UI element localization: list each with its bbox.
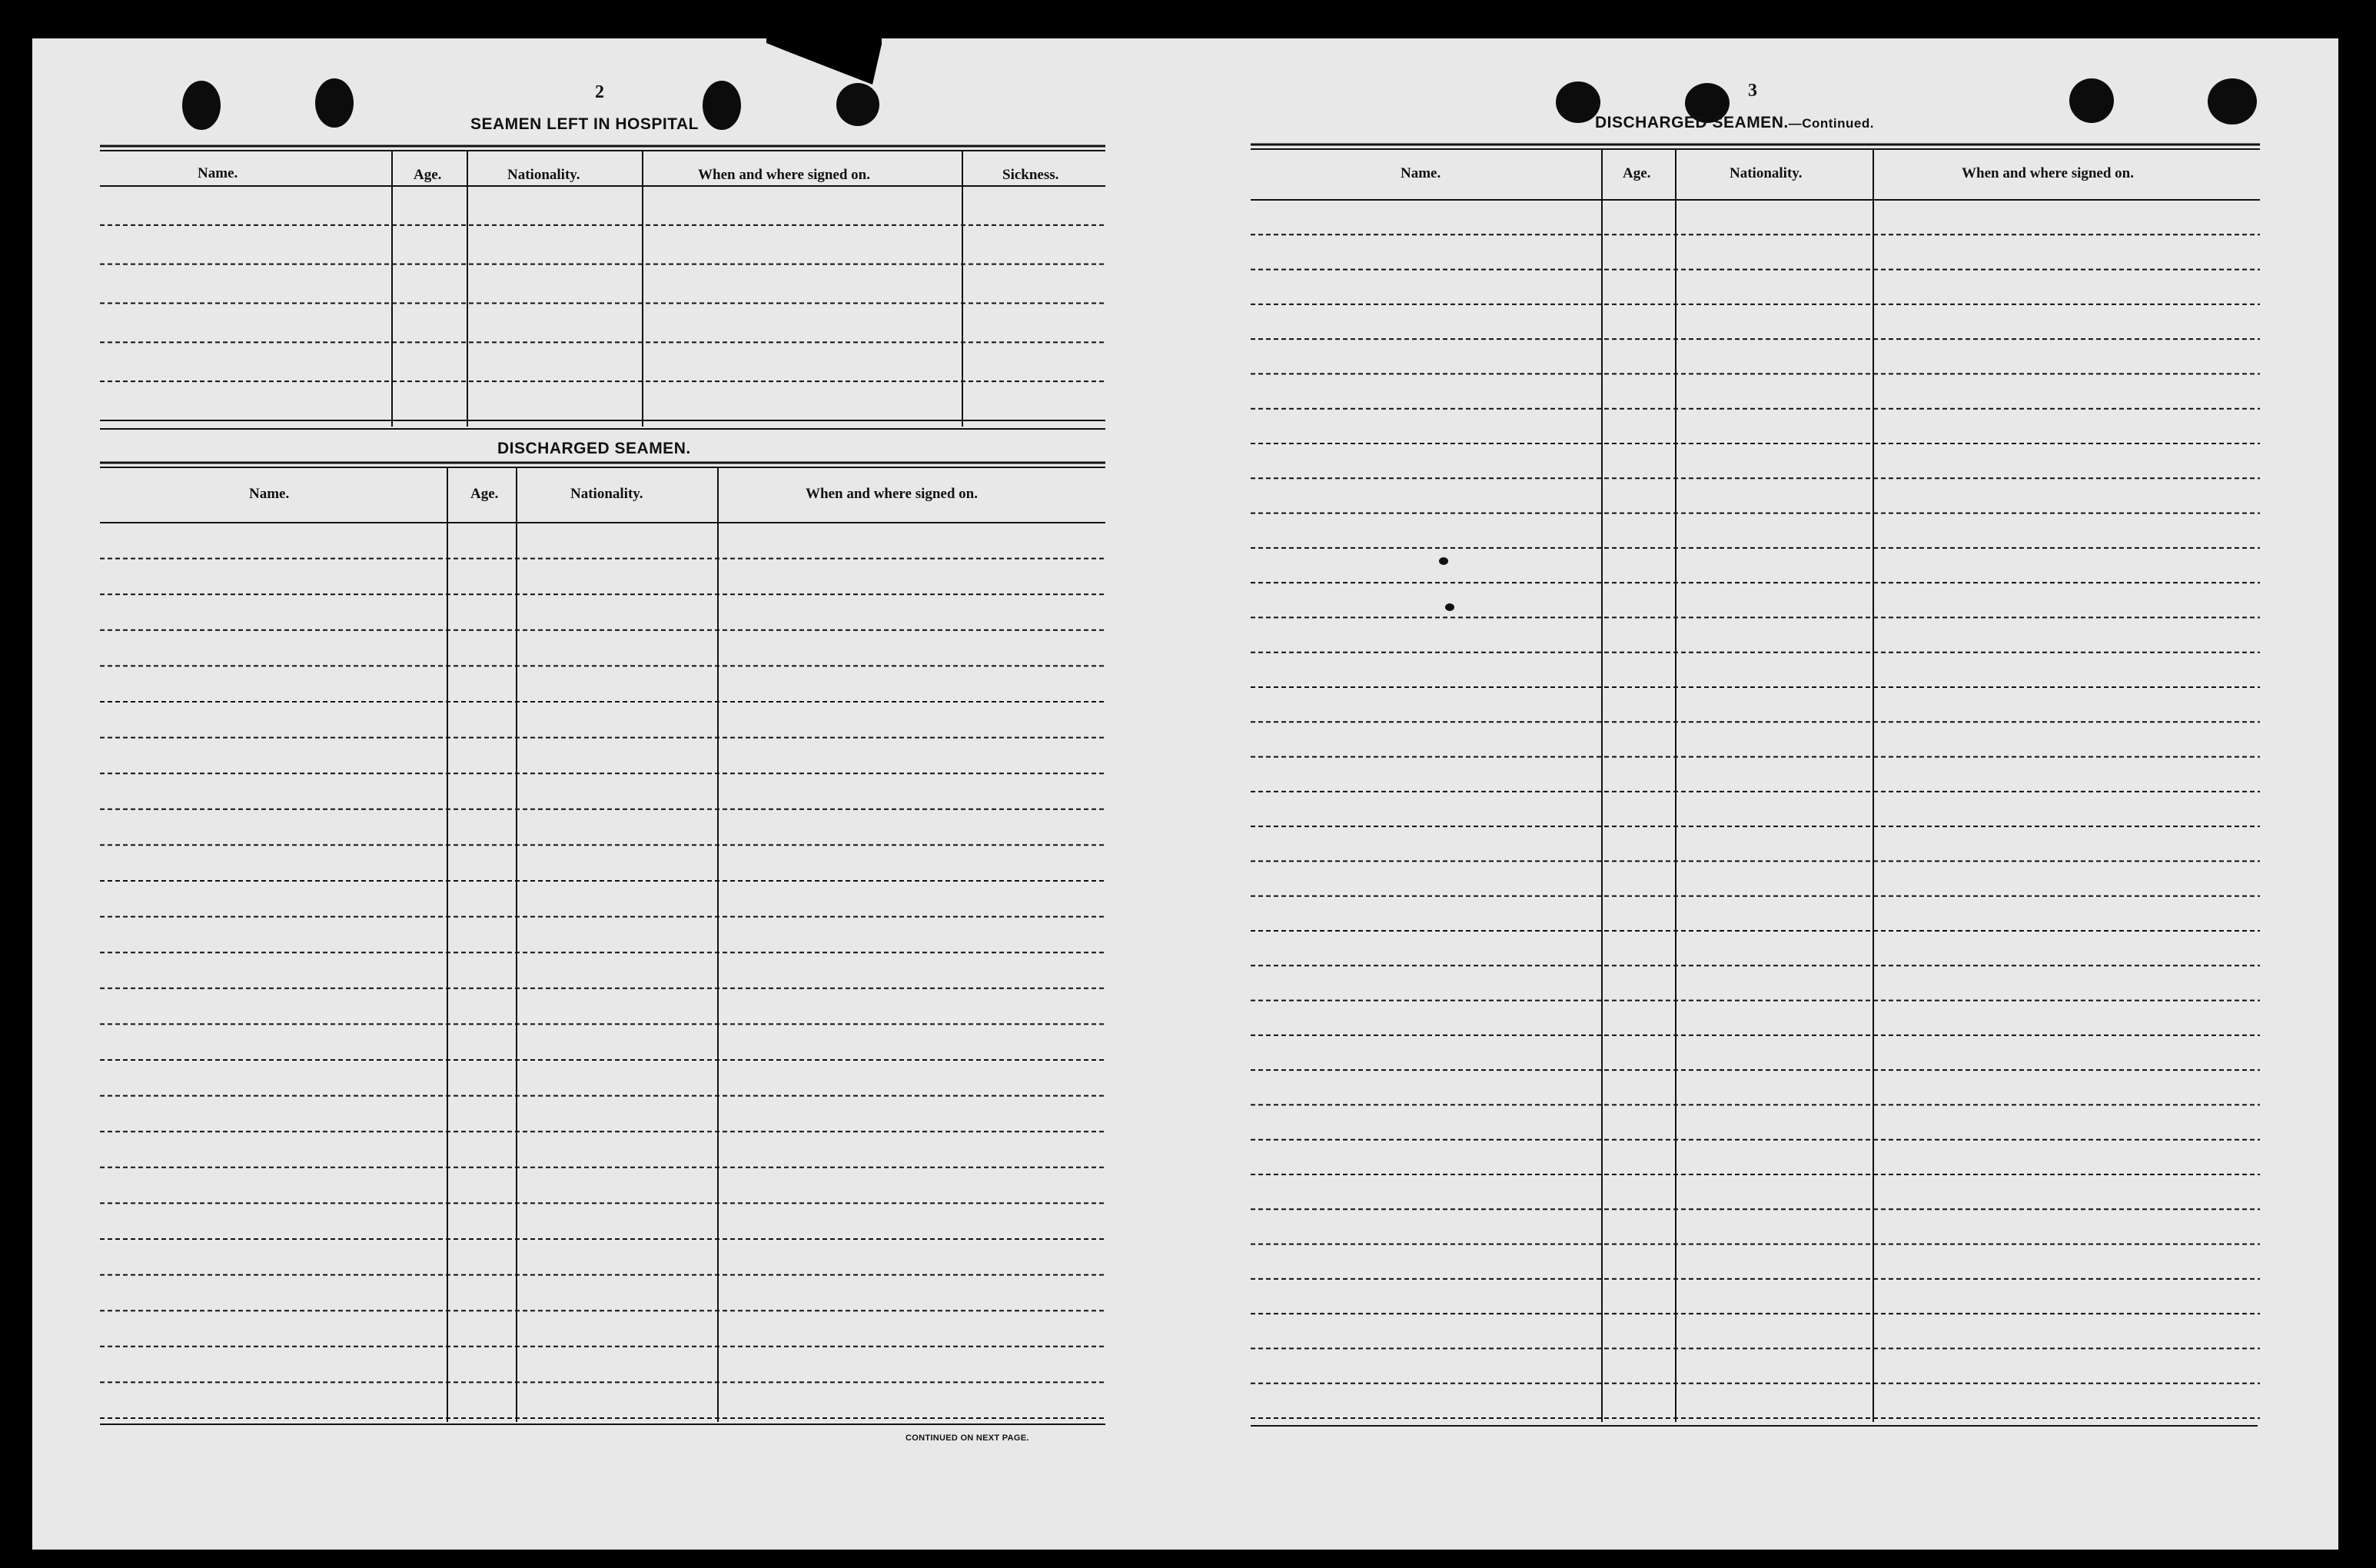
hospital-col-name: Name. xyxy=(198,165,238,181)
right-col-age: Age. xyxy=(1623,165,1651,181)
discharged-section-title: DISCHARGED SEAMEN. xyxy=(497,440,691,457)
right-col-nationality: Nationality. xyxy=(1730,165,1803,181)
hospital-col-sickness: Sickness. xyxy=(1002,167,1059,183)
right-col-name: Name. xyxy=(1401,165,1441,181)
ledger-grid xyxy=(32,38,2338,1550)
hospital-section-title: SEAMEN LEFT IN HOSPITAL xyxy=(470,115,699,133)
right-section-title-suffix: —Continued. xyxy=(1788,116,1874,131)
hospital-col-signed-on: When and where signed on. xyxy=(698,167,871,183)
right-col-signed-on: When and where signed on. xyxy=(1962,165,2135,181)
right-section-title-main: DISCHARGED SEAMEN. xyxy=(1595,114,1789,131)
discharged-col-signed-on: When and where signed on. xyxy=(806,486,979,502)
hospital-col-age: Age. xyxy=(414,167,442,183)
discharged-col-name: Name. xyxy=(249,486,290,502)
page-number-right: 3 xyxy=(1748,81,1757,101)
ledger-sheet xyxy=(32,38,2338,1550)
hospital-col-nationality: Nationality. xyxy=(507,167,580,183)
continued-footer: CONTINUED ON NEXT PAGE. xyxy=(906,1433,1029,1443)
discharged-col-age: Age. xyxy=(470,486,499,502)
page-number-left: 2 xyxy=(595,82,604,102)
discharged-col-nationality: Nationality. xyxy=(570,486,643,502)
